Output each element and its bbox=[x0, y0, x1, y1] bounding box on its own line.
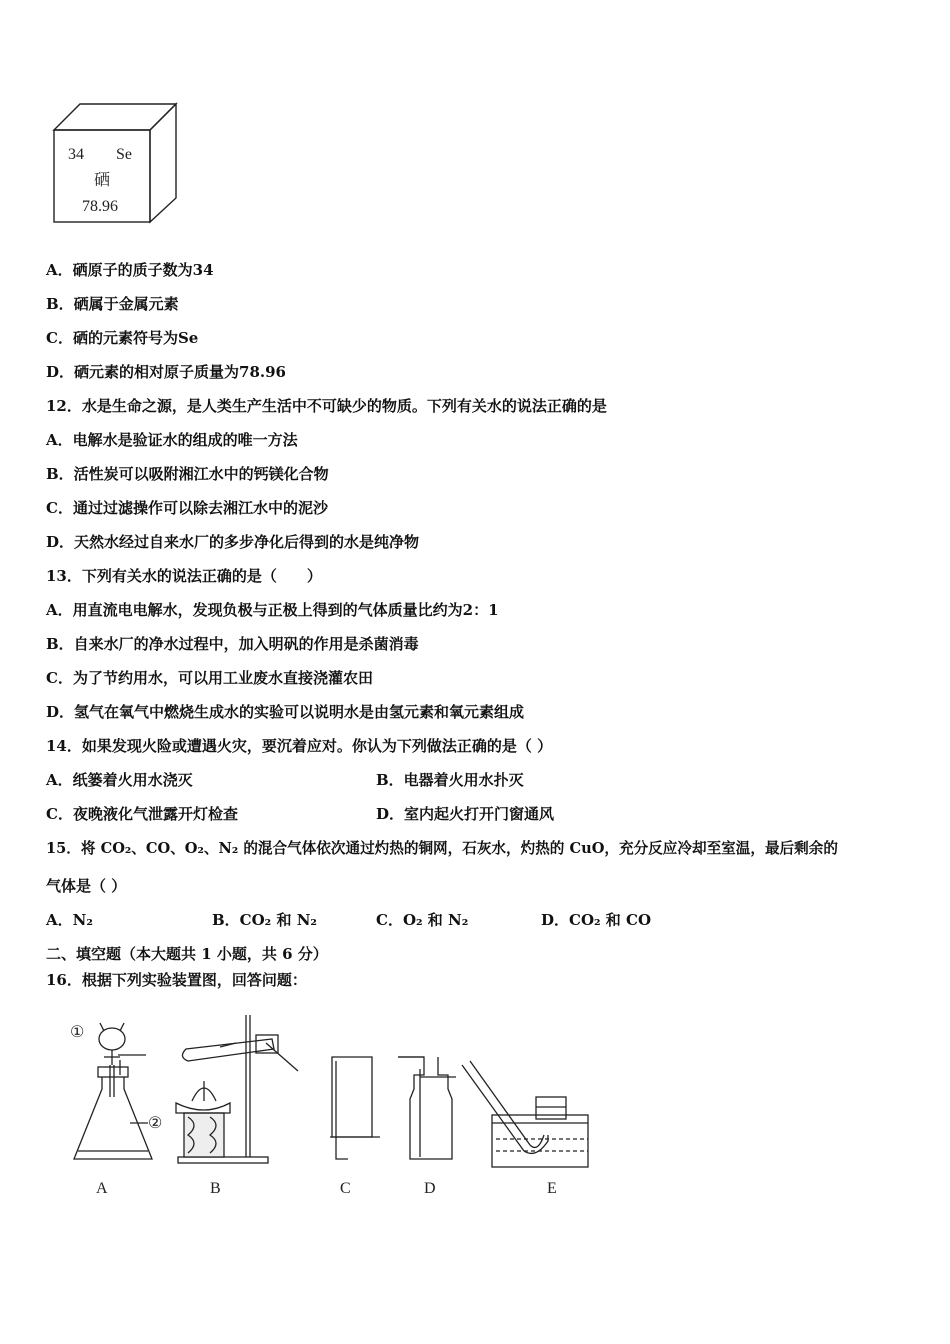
lab-apparatus-figure bbox=[60, 1005, 620, 1205]
selenium-element-card bbox=[52, 102, 180, 226]
q15-option-a: A．N₂ bbox=[46, 911, 93, 929]
q15-stem-line1: 15．将 CO₂、CO、O₂、N₂ 的混合气体依次通过灼热的铜网，石灰水，灼热的 CuO，充分反应冷却至室温，最后剩余的 bbox=[46, 840, 838, 857]
apparatus-a-flask bbox=[74, 1023, 152, 1159]
q12-option-d: D．天然水经过自来水厂的多步净化后得到的水是纯净物 bbox=[46, 533, 420, 551]
q11-option-a: A．硒原子的质子数为34 bbox=[46, 261, 214, 279]
q15-option-c: C．O₂ 和 N₂ bbox=[376, 911, 469, 929]
q14-option-d: D．室内起火打开门窗通风 bbox=[376, 805, 555, 823]
q14-stem: 14．如果发现火险或遭遇火灾，要沉着应对。你认为下列做法正确的是（ ） bbox=[46, 737, 553, 755]
q12-option-a: A．电解水是验证水的组成的唯一方法 bbox=[46, 431, 298, 449]
q11-option-d: D．硒元素的相对原子质量为78.96 bbox=[46, 363, 286, 381]
q12-option-b: B．活性炭可以吸附湘江水中的钙镁化合物 bbox=[46, 465, 329, 483]
q13-option-d: D．氢气在氧气中燃烧生成水的实验可以说明水是由氢元素和氧元素组成 bbox=[46, 703, 525, 721]
q14-option-c: C．夜晚液化气泄露开灯检查 bbox=[46, 805, 238, 823]
q11-option-c: C．硒的元素符号为Se bbox=[46, 329, 199, 347]
q13-option-b: B．自来水厂的净水过程中，加入明矾的作用是杀菌消毒 bbox=[46, 635, 419, 653]
q11-option-b: B．硒属于金属元素 bbox=[46, 295, 179, 313]
label-b: B bbox=[210, 1180, 221, 1197]
apparatus-c-bottle bbox=[330, 1057, 380, 1159]
apparatus-d-bottle bbox=[398, 1057, 456, 1159]
label-d: D bbox=[424, 1180, 436, 1197]
q12-stem: 12．水是生命之源，是人类生产生活中不可缺少的物质。下列有关水的说法正确的是 bbox=[46, 397, 607, 415]
marker-1: ① bbox=[70, 1024, 85, 1041]
apparatus-b-heating bbox=[176, 1015, 298, 1163]
q12-option-c: C．通过过滤操作可以除去湘江水中的泥沙 bbox=[46, 499, 328, 517]
label-e: E bbox=[547, 1180, 557, 1197]
q15-stem-line2: 气体是（ ） bbox=[46, 877, 127, 895]
atomic-number: 34 bbox=[68, 146, 84, 163]
q13-option-c: C．为了节约用水，可以用工业废水直接浇灌农田 bbox=[46, 669, 373, 687]
q14-option-b: B．电器着火用水扑灭 bbox=[376, 771, 524, 789]
q13-option-a: A．用直流电电解水，发现负极与正极上得到的气体质量比约为2：1 bbox=[46, 601, 499, 619]
q15-option-d: D．CO₂ 和 CO bbox=[541, 911, 652, 929]
section-heading: 二、填空题（本大题共 1 小题，共 6 分） bbox=[46, 945, 328, 963]
apparatus-e-trough bbox=[462, 1061, 588, 1167]
q13-stem: 13．下列有关水的说法正确的是（ ） bbox=[46, 567, 322, 585]
element-symbol: Se bbox=[116, 146, 132, 163]
label-a: A bbox=[96, 1180, 108, 1197]
label-c: C bbox=[340, 1180, 351, 1197]
marker-2: ② bbox=[148, 1115, 163, 1132]
q15-option-b: B．CO₂ 和 N₂ bbox=[212, 911, 317, 929]
element-name: 硒 bbox=[94, 172, 111, 189]
atomic-mass: 78.96 bbox=[82, 198, 118, 215]
q14-option-a: A．纸篓着火用水浇灭 bbox=[46, 771, 193, 789]
q16-stem: 16．根据下列实验装置图，回答问题： bbox=[46, 971, 307, 989]
